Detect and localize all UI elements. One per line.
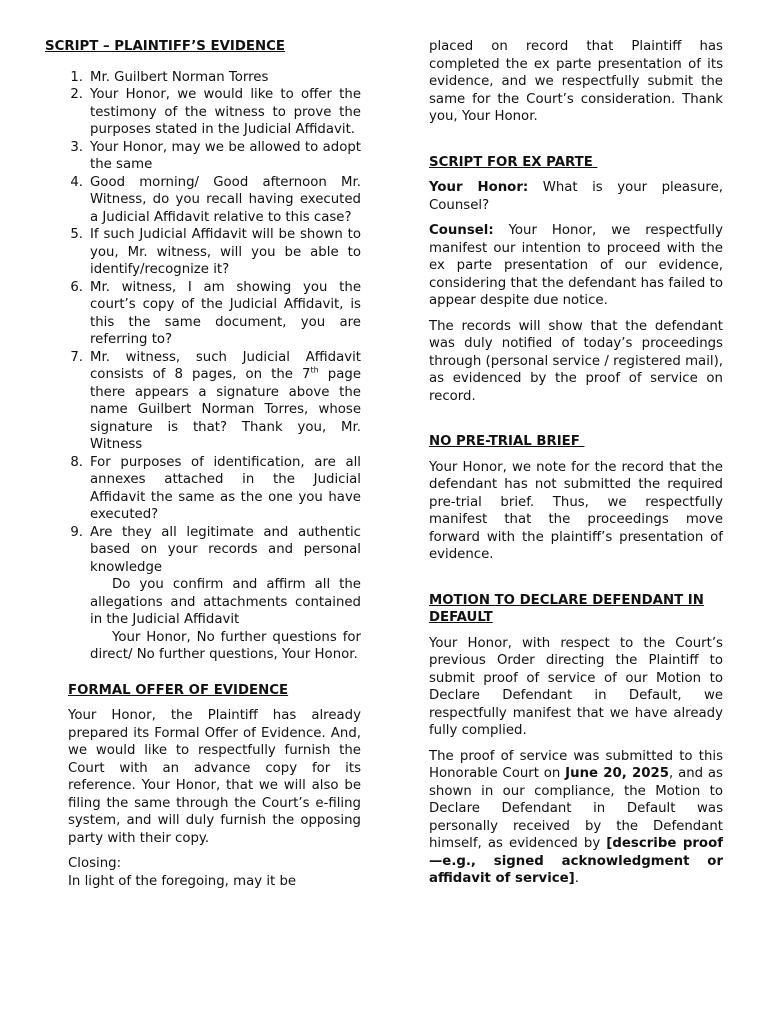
formal-offer-heading: FORMAL OFFER OF EVIDENCE xyxy=(68,682,289,698)
script-item-text: Your Honor, we would like to offer the testimony of the witness to prove the purposes stated in the Judicial Affidavit. xyxy=(90,87,361,137)
ex-parte-counsel-line xyxy=(429,222,723,310)
script-item xyxy=(45,454,361,524)
script-item xyxy=(45,629,361,664)
counsel-text: Your Honor, we respectfully manifest our intention to proceed with the ex parte presentation of our evidence, considering that the defendant has failed to appear despite due notice. xyxy=(429,223,723,308)
motion-heading: MOTION TO DECLARE DEFENDANT IN DEFAULT xyxy=(429,592,704,625)
script-item xyxy=(45,524,361,577)
honor-text: What is your pleasure, Counsel? xyxy=(429,180,724,213)
script-item-text: page there appears a signature above the name Guilbert Norman Torres, whose signature is that? Thank you, Mr. Witness xyxy=(90,367,362,452)
script-item xyxy=(45,349,361,454)
script-item-number: 3. xyxy=(70,139,83,155)
left-column xyxy=(45,38,361,890)
right-column xyxy=(429,38,723,888)
script-item-text: Mr. witness, I am showing you the court’s copy of the Judicial Affidavit, is this the same document, you are referring to? xyxy=(90,279,361,347)
closing-label: Closing: xyxy=(68,856,122,871)
script-item xyxy=(45,226,361,279)
script-item-text: Your Honor, may we be allowed to adopt the same xyxy=(90,139,361,172)
formal-offer-text: Your Honor, the Plaintiff has already prepared its Formal Offer of Evidence. And, we would like to respectfully furnish the Court with an advance copy for its reference. Your Honor, that we will also be filing the same through the Court’s e-filing system, and will duly furnish the opposing party with their copy. xyxy=(68,708,361,846)
script-item-number: 8. xyxy=(70,454,83,470)
formal-offer-section xyxy=(68,682,361,891)
script-item-number: 5. xyxy=(70,227,83,242)
script-item-text: If such Judicial Affidavit will be shown to you, Mr. witness, will you be able to identify/recognize it? xyxy=(90,227,361,277)
script-item-number: 9. xyxy=(70,524,83,540)
script-item-number: 1. xyxy=(70,69,83,85)
no-pretrial-heading: NO PRE-TRIAL BRIEF xyxy=(429,434,585,449)
honor-label: Your Honor: xyxy=(429,180,529,195)
script-item-text: Mr. witness, such Judicial Affidavit consists of 8 pages, on the 7 xyxy=(90,349,361,382)
motion-text-1: Your Honor, with respect to the Court’s previous Order directing the Plaintiff to submit proof of service of our Motion to Declare Defendant in Default, we respectfully manifest that we have already fully complied. xyxy=(429,635,723,738)
motion-text-2 xyxy=(429,748,723,888)
script-item-number: 4. xyxy=(70,174,83,190)
script-item xyxy=(45,86,361,139)
script-item-text: Are they all legitimate and authentic based on your records and personal knowledge xyxy=(90,524,361,575)
script-item-text: Good morning/ Good afternoon Mr. Witness, do you recall having executed a Judicial Affidavit relative to this case? xyxy=(90,174,361,225)
motion-date: June 20, 2025 xyxy=(565,766,670,781)
script-list xyxy=(45,69,361,664)
script-item xyxy=(45,174,361,227)
script-item xyxy=(45,69,361,87)
ex-parte-honor-line xyxy=(429,179,723,214)
script-item-number: 6. xyxy=(70,279,83,295)
motion-text-2-a: The proof of service was submitted to this Honorable Court on xyxy=(429,748,723,781)
script-item-number: 2. xyxy=(70,87,83,102)
ex-parte-heading: SCRIPT FOR EX PARTE xyxy=(429,154,598,170)
motion-text-2-b: , and as shown in our compliance, the Motion to Declare Defendant in Default was personally received by the Defendant himself, as evidenced by xyxy=(429,766,723,851)
closing-continued-text: placed on record that Plaintiff has completed the ex parte presentation of its evidence, and we respectfully submit the same for the Court’s consideration. Thank you, Your Honor. xyxy=(429,39,723,124)
script-item-text: For purposes of identification, are all annexes attached in the Judicial Affidavit the same as the one you have executed? xyxy=(90,454,361,522)
motion-proof-placeholder: [describe proof—e.g., signed acknowledgment or affidavit of service] xyxy=(429,836,723,886)
no-pretrial-text: Your Honor, we note for the record that the defendant has not submitted the required pre-trial brief. Thus, we respectfully manifest that the proceedings move forward with the plaintiff’s presentation of evidence. xyxy=(429,459,723,562)
script-item-text: Mr. Guilbert Norman Torres xyxy=(90,69,269,85)
counsel-label: Counsel: xyxy=(429,223,494,238)
motion-text-2-end: . xyxy=(574,871,579,886)
ex-parte-records-text: The records will show that the defendant was duly notified of today’s proceedings through (personal service / registered mail), as evidenced by the proof of service on record. xyxy=(429,318,723,404)
script-item-text: Do you confirm and affirm all the allegations and attachments contained in the Judicial Affidavit xyxy=(90,577,361,627)
script-item xyxy=(45,139,361,174)
script-heading: SCRIPT – PLAINTIFF’S EVIDENCE xyxy=(45,39,285,54)
script-item xyxy=(45,279,361,349)
script-item xyxy=(45,576,361,629)
script-item-number: 7. xyxy=(70,349,83,365)
superscript: th xyxy=(310,365,319,375)
closing-text: In light of the foregoing, may it be xyxy=(68,873,297,889)
script-item-text: Your Honor, No further questions for direct/ No further questions, Your Honor. xyxy=(90,629,361,662)
